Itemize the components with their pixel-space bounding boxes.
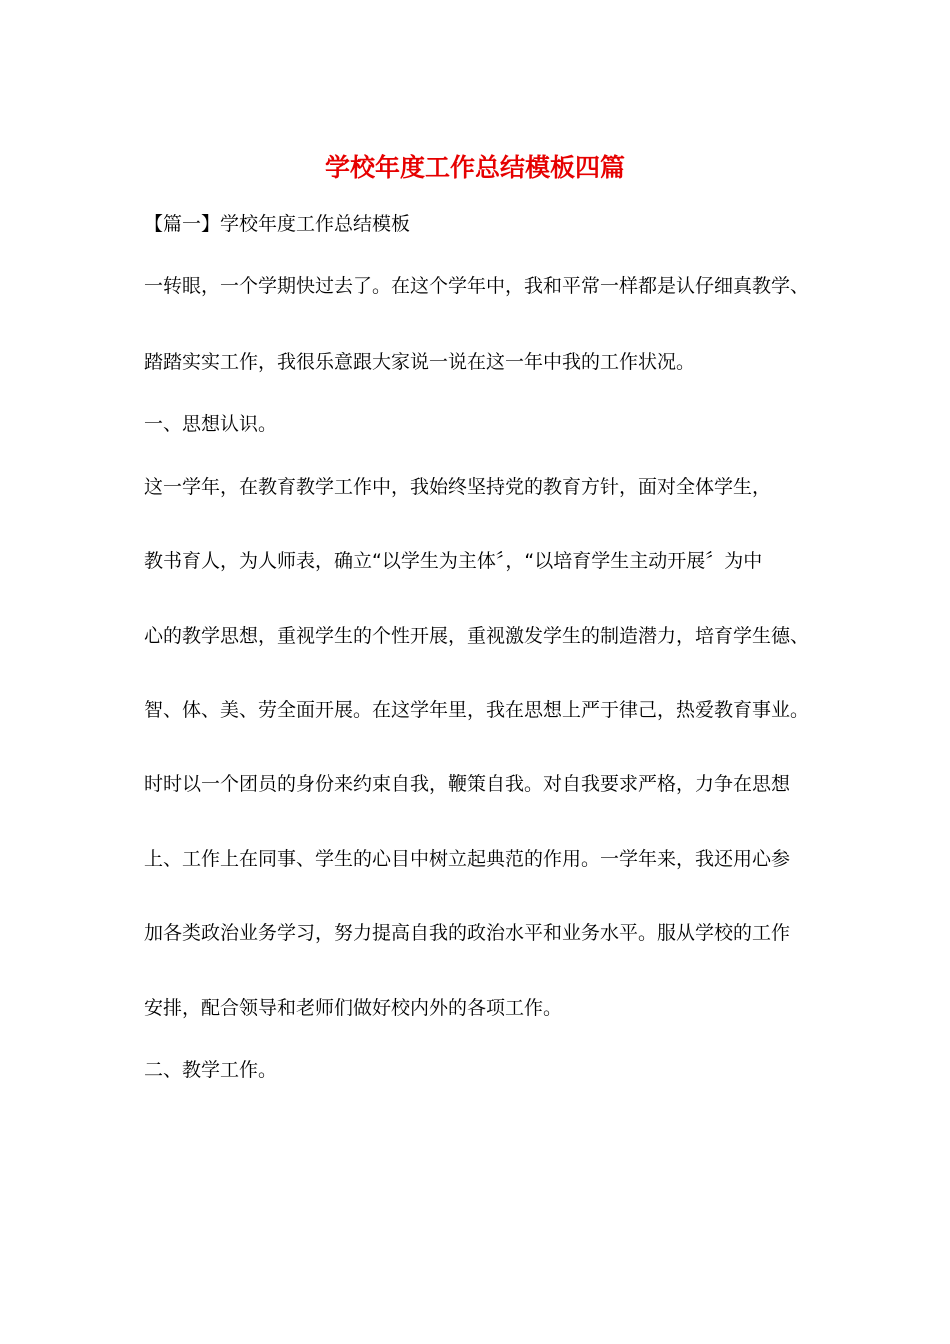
subheading-thought: 一、思想认识。 — [144, 413, 278, 435]
section-heading: 【篇一】学校年度工作总结模板 — [144, 213, 411, 235]
paragraph-line: 心的教学思想，重视学生的个性开展，重视激发学生的制造潜力，培育学生德、 — [144, 625, 810, 647]
paragraph-line: 教书育人，为人师表，确立“以学生为主体〞，“以培育学生主动开展〞为中 — [144, 550, 763, 572]
document-title: 学校年度工作总结模板四篇 — [324, 153, 625, 182]
paragraph-line: 一转眼，一个学期快过去了。在这个学年中，我和平常一样都是认仔细真教学、 — [144, 275, 810, 297]
paragraph-line: 踏踏实实工作，我很乐意跟大家说一说在这一年中我的工作状况。 — [144, 351, 696, 373]
paragraph-line: 时时以一个团员的身份来约束自我，鞭策自我。对自我要求严格，力争在思想 — [144, 773, 791, 795]
paragraph-line: 上、工作上在同事、学生的心目中树立起典范的作用。一学年来，我还用心参 — [144, 848, 791, 870]
paragraph-line: 智、体、美、劳全面开展。在这学年里，我在思想上严于律己，热爱教育事业。 — [144, 699, 810, 721]
subheading-teaching: 二、教学工作。 — [144, 1059, 278, 1081]
paragraph-line: 加各类政治业务学习，努力提高自我的政治水平和业务水平。服从学校的工作 — [144, 922, 791, 944]
paragraph-line: 这一学年，在教育教学工作中，我始终坚持党的教育方针，面对全体学生， — [144, 476, 772, 498]
paragraph-line: 安排，配合领导和老师们做好校内外的各项工作。 — [144, 997, 563, 1019]
